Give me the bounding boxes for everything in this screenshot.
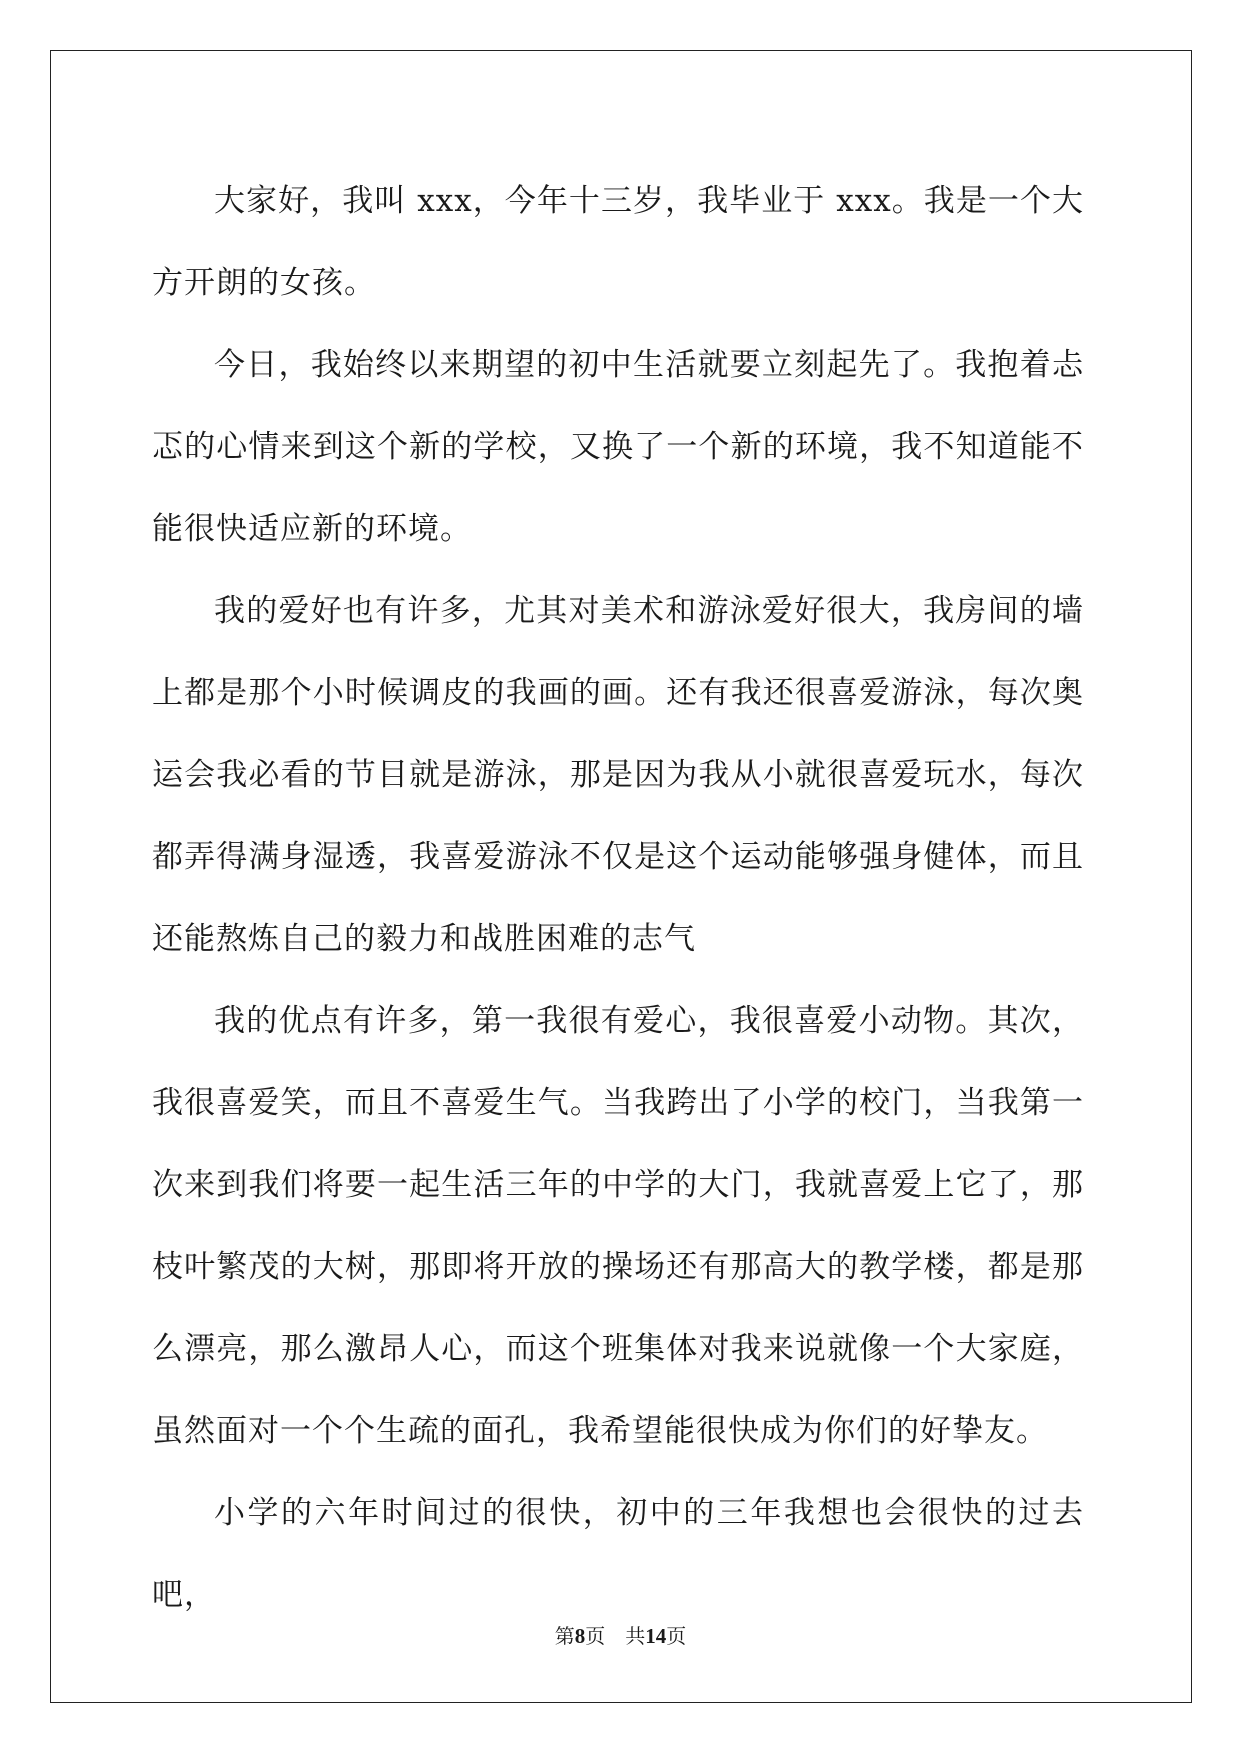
paragraph-4: 我的优点有许多，第一我很有爱心，我很喜爱小动物。其次，我很喜爱笑，而且不喜爱生气。当我跨出了小学的校门，当我第一次来到我们将要一起生活三年的中学的大门，我就喜爱上它了，那枝叶繁茂的大树，那即将开放的操场还有那高大的教学楼，都是那么漂亮，那么激昂人心，而这个班集体对我来说就像一个大家庭，虽然面对一个个生疏的面孔，我希望能很快成为你们的好挚友。 [152, 1003, 1084, 1449]
total-pages-number: 14 [645, 1624, 667, 1648]
footer-total-prefix: 共 [625, 1624, 646, 1648]
footer-page-unit: 页 [585, 1624, 606, 1648]
paragraph-5: 小学的六年时间过的很快，初中的三年我想也会很快的过去吧， [152, 1495, 1084, 1613]
paragraph-1: 大家好，我叫 xxx，今年十三岁，我毕业于 xxx。我是一个大方开朗的女孩。 [152, 183, 1084, 301]
current-page-number: 8 [574, 1624, 586, 1648]
footer-total-unit: 页 [666, 1624, 687, 1648]
paragraph-3: 我的爱好也有许多，尤其对美术和游泳爱好很大，我房间的墙上都是那个小时候调皮的我画的画。还有我还很喜爱游泳，每次奥运会我必看的节目就是游泳，那是因为我从小就很喜爱玩水，每次都弄得满身湿透，我喜爱游泳不仅是这个运动能够强身健体，而且还能熬炼自己的毅力和战胜困难的志气 [152, 593, 1084, 957]
page-footer [0, 1620, 1241, 1649]
document-body [152, 160, 1084, 1636]
paragraph-2: 今日，我始终以来期望的初中生活就要立刻起先了。我抱着忐忑的心情来到这个新的学校，又换了一个新的环境，我不知道能不能很快适应新的环境。 [152, 347, 1084, 547]
footer-prefix: 第 [554, 1624, 575, 1648]
